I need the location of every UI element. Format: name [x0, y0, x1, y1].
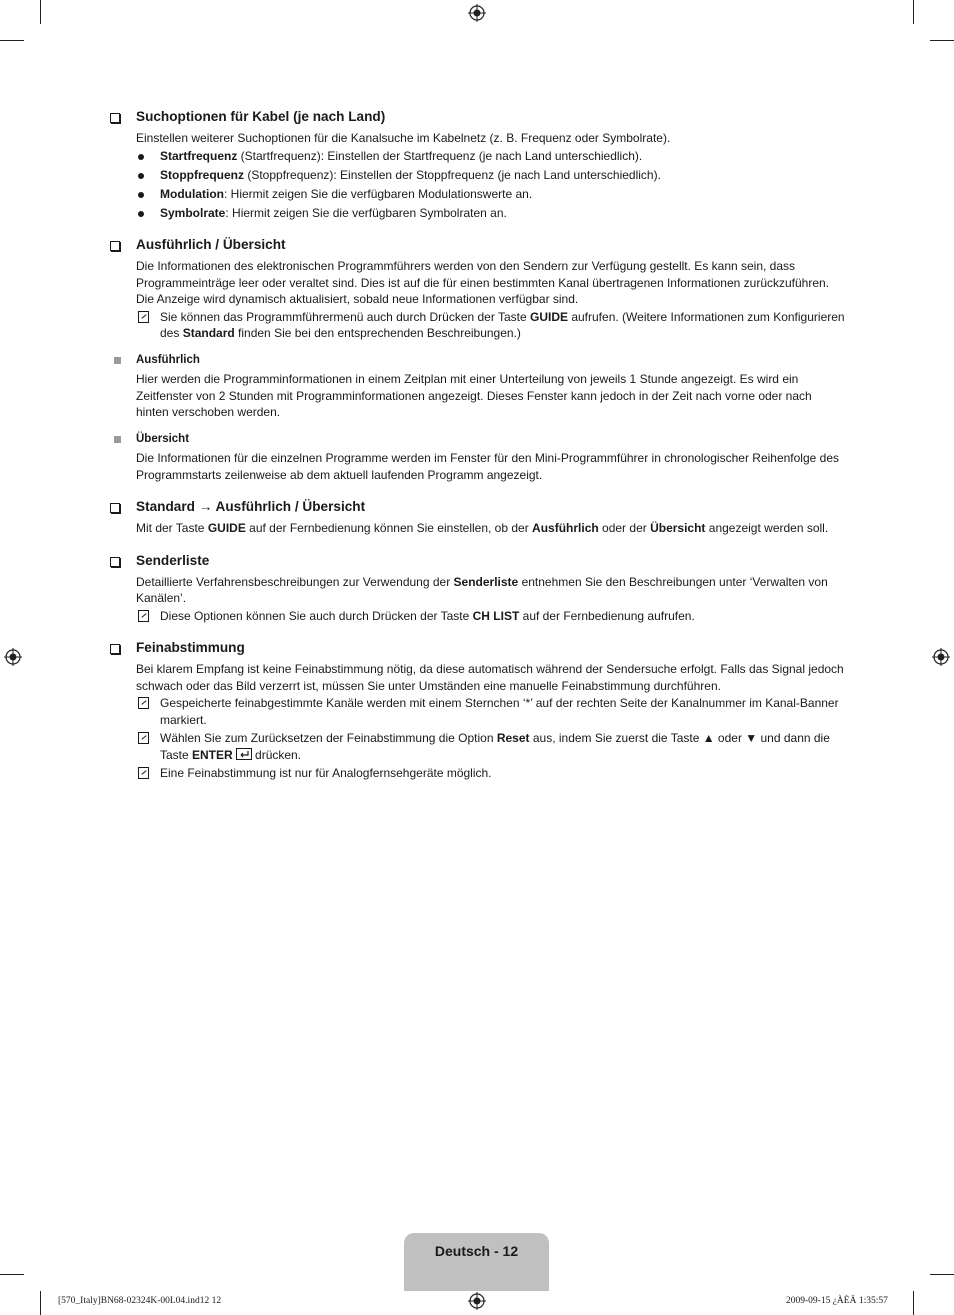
bold-text: Senderliste: [453, 574, 519, 589]
crop-mark: [0, 40, 24, 41]
checkbox-bullet-icon: [110, 241, 120, 251]
heading-text: Feinabstimmung: [136, 640, 245, 655]
note-icon: [138, 767, 149, 779]
note: [110, 695, 845, 728]
note: [110, 309, 845, 342]
section-heading: [110, 236, 845, 254]
list-item: [110, 167, 845, 184]
crop-mark: [913, 0, 914, 24]
description: (Startfrequenz): Einstellen der Startfrequenz (je nach Land unterschiedlich).: [237, 148, 643, 163]
bold-text: GUIDE: [207, 521, 246, 535]
section-cable-search-options: [110, 108, 845, 221]
registration-mark-icon: [468, 4, 486, 22]
subheading-text: Ausführlich: [136, 353, 200, 366]
description: (Stoppfrequenz): Einstellen der Stoppfrequenz (je nach Land unterschiedlich).: [244, 167, 661, 182]
bold-text: Ausführlich: [532, 521, 599, 535]
crop-mark: [930, 40, 954, 41]
term: Stoppfrequenz: [160, 167, 244, 182]
section-heading: [110, 108, 845, 126]
bullet-dot-icon: [138, 211, 144, 217]
bold-text: Übersicht: [650, 521, 706, 535]
note-text: Gespeicherte feinabgestimmte Kanäle werden mit einem Sternchen ‘*’ auf der rechten Seite der Kanalnummer im Kanal-Banner markiert.: [160, 696, 839, 727]
section-heading: [110, 552, 845, 570]
registration-mark-icon: [932, 648, 950, 666]
text: entnehmen Sie den Beschreibungen unter ‘Verwalten von Kanälen’.: [136, 574, 828, 605]
text: auf der Fernbedienung können Sie einstellen, ob der: [245, 521, 533, 535]
note-text: finden Sie bei den entsprechenden Beschreibungen.): [234, 326, 521, 340]
square-bullet-icon: [114, 436, 121, 443]
section-detailed-overview: [110, 236, 845, 483]
note-bold: ENTER: [192, 747, 233, 762]
note-text: Wählen Sie zum Zurücksetzen der Feinabstimmung die Option: [160, 731, 497, 745]
note-icon: [138, 697, 149, 709]
section-heading: [110, 639, 845, 657]
note-icon: [138, 311, 149, 323]
note: [110, 608, 845, 625]
term: Startfrequenz: [160, 148, 238, 163]
checkbox-bullet-icon: [110, 644, 120, 654]
checkbox-bullet-icon: [110, 557, 120, 567]
heading-text: Standard → Ausführlich / Übersicht: [136, 499, 366, 514]
heading-text: Senderliste: [136, 552, 210, 568]
note-text: auf der Fernbedienung aufrufen.: [519, 608, 695, 623]
subsection-text: Die Informationen für die einzelnen Programme werden im Fenster für den Mini-Programmführer in chronologischer Reihenfolge des Programmstarts zeilenweise ab dem aktuell laufenden Programm angezeigt.: [136, 451, 840, 482]
section-text: Einstellen weiterer Suchoptionen für die Kanalsuche im Kabelnetz (z. B. Frequenz oder Symbolrate).: [136, 131, 671, 145]
option-list: [110, 148, 845, 222]
note-bold: CH LIST: [472, 608, 520, 623]
registration-mark-icon: [4, 648, 22, 666]
list-item: [110, 205, 845, 222]
note-text: Diese Optionen können Sie auch durch Drücken der Taste: [160, 608, 473, 623]
note-text: aus, indem Sie zuerst die Taste ▲ oder ▼ und dann die Taste: [160, 731, 830, 762]
bullet-dot-icon: [138, 154, 144, 160]
note-text: drücken.: [251, 747, 302, 762]
description: : Hiermit zeigen Sie die verfügbaren Modulationswerte an.: [223, 186, 533, 201]
crop-mark: [40, 1291, 41, 1315]
section-heading: [110, 498, 845, 516]
note-bold: Standard: [182, 326, 235, 340]
text: oder der: [598, 521, 651, 535]
checkbox-bullet-icon: [110, 503, 120, 513]
subsection-text: Hier werden die Programminformationen in einem Zeitplan mit einer Unterteilung von jeweils 1 Stunde angezeigt. Es wird ein Zeitfenster von 2 Stunden mit Programminformationen angezeigt. Dieses Fenster kann jedoch in der Zeit nach vorne oder nach hinten verschoben werden.: [136, 372, 812, 419]
section-fine-tune: [110, 639, 845, 782]
square-bullet-icon: [114, 357, 121, 364]
bullet-dot-icon: [138, 192, 144, 198]
section-text: Bei klarem Empfang ist keine Feinabstimmung nötig, da diese automatisch während der Sendersuche erfolgt. Falls das Signal jedoch schwach oder das Bild verzerrt ist, müssen Sie unter Umständen eine manuelle Feinabstimmung durchführen.: [136, 662, 844, 693]
crop-mark: [913, 1291, 914, 1315]
list-item: [110, 148, 845, 165]
print-slug-right: 2009-09-15 ¿ÀÈÄ 1:35:57: [786, 1296, 888, 1306]
print-slug-left: [570_Italy]BN68-02324K-00L04.ind12 12: [58, 1296, 222, 1306]
section-channel-list: [110, 552, 845, 625]
subsection-heading: [110, 352, 845, 369]
term: Symbolrate: [160, 205, 226, 220]
section-text: Die Informationen des elektronischen Programmführers werden von den Sendern zur Verfügung gestellt. Es kann sein, dass Programmeinträge leer oder veraltet sind. Dies ist auf die für einen bestimmten Kanal übertragenen Informationen zurückzuführen. Die Anzeige wird dynamisch aktualisiert, sobald neue Informationen verfügbar sind.: [136, 259, 830, 306]
subsection-heading: [110, 431, 845, 448]
manual-content: [110, 108, 845, 797]
section-text: [110, 520, 845, 537]
crop-mark: [0, 1274, 24, 1275]
registration-mark-icon: [468, 1292, 486, 1310]
note-icon: [138, 732, 149, 744]
subheading-text: Übersicht: [136, 432, 190, 445]
note-text: Sie können das Programmführermenü auch durch Drücken der Taste: [160, 309, 530, 324]
section-standard: [110, 498, 845, 537]
description: : Hiermit zeigen Sie die verfügbaren Symbolraten an.: [225, 205, 507, 220]
note-bold: GUIDE: [529, 309, 568, 324]
note-text: aufrufen. (Weitere Informationen zum Konfigurieren des: [160, 309, 845, 340]
heading-text: Ausführlich / Übersicht: [136, 237, 286, 252]
crop-mark: [930, 1274, 954, 1275]
text: Detaillierte Verfahrensbeschreibungen zur Verwendung der: [136, 574, 454, 589]
page-number-tab: [404, 1233, 549, 1291]
text: Mit der Taste: [136, 521, 208, 535]
section-text: [110, 574, 845, 607]
list-item: [110, 186, 845, 203]
enter-key-icon: [236, 748, 252, 760]
term: Modulation: [160, 186, 224, 201]
note: [110, 730, 845, 763]
text: angezeigt werden soll.: [705, 521, 829, 535]
heading-text: Suchoptionen für Kabel (je nach Land): [136, 109, 386, 124]
bullet-dot-icon: [138, 173, 144, 179]
checkbox-bullet-icon: [110, 113, 120, 123]
note: [110, 765, 845, 782]
note-bold: Reset: [496, 731, 530, 745]
page-label: Deutsch - 12: [434, 1243, 519, 1259]
note-icon: [138, 610, 149, 622]
crop-mark: [40, 0, 41, 24]
note-text: Eine Feinabstimmung ist nur für Analogfernsehgeräte möglich.: [160, 766, 492, 780]
